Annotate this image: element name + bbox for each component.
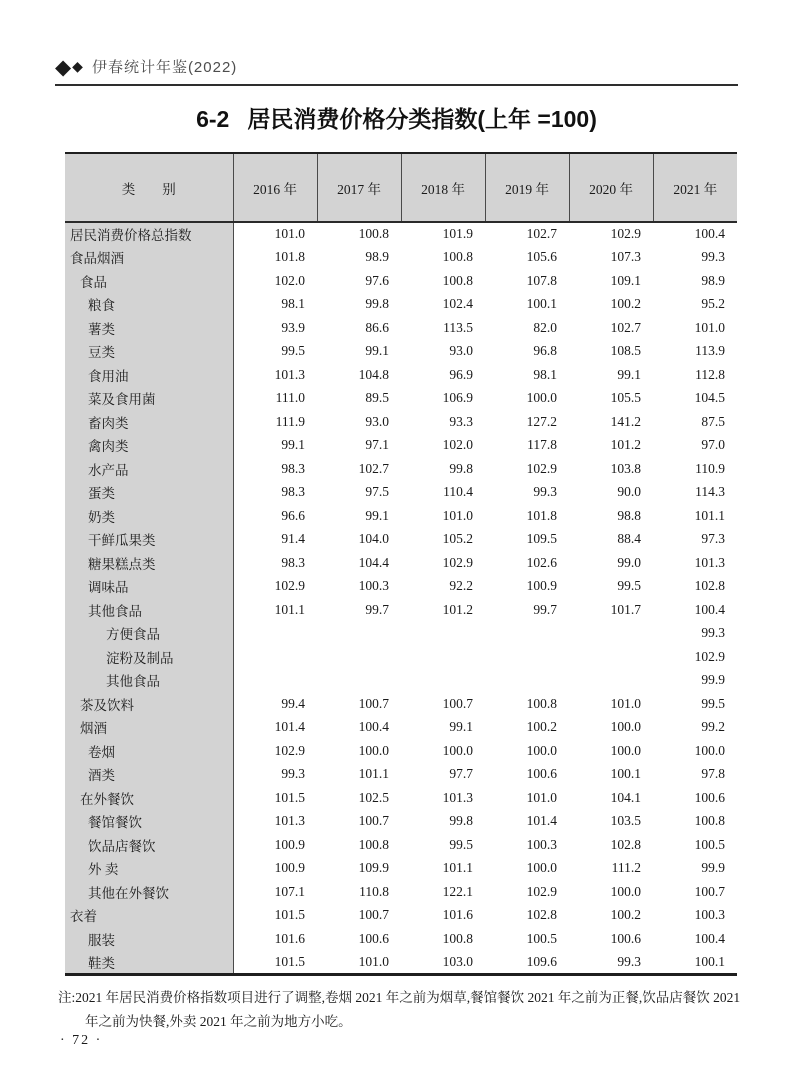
value-cell: 100.7 — [358, 813, 389, 829]
value-cell: 98.3 — [281, 484, 305, 500]
value-cell: 100.0 — [610, 719, 641, 735]
page-title — [0, 101, 793, 134]
value-cell: 100.9 — [526, 578, 557, 594]
value-cell: 102.5 — [358, 789, 389, 805]
year-header-cell: 2020 年 — [569, 153, 653, 222]
value-cell: 99.1 — [617, 366, 641, 382]
category-cell: 卷烟 — [65, 739, 233, 763]
value-cell: 98.3 — [281, 460, 305, 476]
value-cell: 93.9 — [281, 319, 305, 335]
value-cell: 108.5 — [610, 343, 641, 359]
value-cell: 101.7 — [610, 601, 641, 617]
value-cell: 100.4 — [694, 930, 725, 946]
value-cell: 99.4 — [281, 695, 305, 711]
value-cell: 100.8 — [694, 813, 725, 829]
table-row — [65, 340, 737, 364]
value-cell: 109.9 — [358, 860, 389, 876]
value-cell: 100.7 — [358, 695, 389, 711]
value-cell: 100.7 — [358, 907, 389, 923]
value-cell: 91.4 — [281, 531, 305, 547]
value-cell: 97.7 — [449, 766, 473, 782]
value-cell: 99.3 — [281, 766, 305, 782]
value-cell: 105.6 — [526, 249, 557, 265]
value-cell: 99.0 — [617, 554, 641, 570]
value-cell: 89.5 — [365, 390, 389, 406]
table-row — [65, 316, 737, 340]
year-header-cell: 2017 年 — [317, 153, 401, 222]
value-cell: 101.8 — [274, 249, 305, 265]
category-cell: 畜肉类 — [65, 410, 233, 434]
value-cell: 98.9 — [701, 272, 725, 288]
value-cell: 98.1 — [533, 366, 557, 382]
year-header-cell: 2019 年 — [485, 153, 569, 222]
value-cell: 100.6 — [610, 930, 641, 946]
table-row — [65, 434, 737, 458]
footnote: 注:2021 年居民消费价格指数项目进行了调整,卷烟 2021 年之前为烟草,餐馆餐饮 2021 年之前为正餐,饮品店餐饮 2021 年之前为快餐,外卖 2021 年之前为地方小吃。 — [58, 990, 741, 1030]
value-cell: 99.7 — [533, 601, 557, 617]
table-row — [65, 528, 737, 552]
value-cell: 101.5 — [274, 953, 305, 969]
value-cell: 111.0 — [275, 390, 305, 406]
value-cell: 111.2 — [611, 860, 641, 876]
value-cell: 102.0 — [274, 272, 305, 288]
value-cell: 104.4 — [358, 554, 389, 570]
value-cell: 107.8 — [526, 272, 557, 288]
table-row — [65, 951, 737, 975]
value-cell: 98.1 — [281, 296, 305, 312]
value-cell: 100.1 — [610, 766, 641, 782]
value-cell: 103.0 — [442, 953, 473, 969]
value-cell: 97.0 — [701, 437, 725, 453]
value-cell: 112.8 — [695, 366, 725, 382]
table-row — [65, 739, 737, 763]
category-cell: 酒类 — [65, 763, 233, 787]
value-cell: 102.9 — [526, 883, 557, 899]
value-cell: 96.6 — [281, 507, 305, 523]
table-row — [65, 293, 737, 317]
value-cell: 102.9 — [610, 226, 641, 242]
table-row — [65, 810, 737, 834]
value-cell: 82.0 — [533, 319, 557, 335]
year-header-cell: 2016 年 — [233, 153, 317, 222]
value-cell: 107.1 — [274, 883, 305, 899]
value-cell: 100.0 — [526, 860, 557, 876]
value-cell: 101.2 — [442, 601, 473, 617]
value-cell: 100.4 — [358, 719, 389, 735]
value-cell: 100.2 — [610, 907, 641, 923]
table-row — [65, 857, 737, 881]
value-cell: 109.6 — [526, 953, 557, 969]
value-cell: 100.0 — [526, 742, 557, 758]
value-cell: 100.8 — [526, 695, 557, 711]
value-cell: 102.9 — [526, 460, 557, 476]
value-cell: 101.3 — [274, 366, 305, 382]
value-cell — [485, 622, 569, 646]
value-cell: 99.3 — [533, 484, 557, 500]
value-cell — [233, 669, 317, 693]
value-cell: 98.8 — [617, 507, 641, 523]
value-cell: 104.8 — [358, 366, 389, 382]
value-cell: 114.3 — [695, 484, 725, 500]
value-cell: 100.6 — [694, 789, 725, 805]
value-cell: 102.8 — [610, 836, 641, 852]
value-cell: 104.0 — [358, 531, 389, 547]
value-cell — [401, 622, 485, 646]
value-cell: 100.0 — [610, 883, 641, 899]
table-row — [65, 457, 737, 481]
value-cell: 98.9 — [365, 249, 389, 265]
value-cell: 113.5 — [443, 319, 473, 335]
value-cell: 97.8 — [701, 766, 725, 782]
value-cell: 103.8 — [610, 460, 641, 476]
value-cell: 87.5 — [701, 413, 725, 429]
table-row — [65, 504, 737, 528]
value-cell — [317, 645, 401, 669]
value-cell: 97.5 — [365, 484, 389, 500]
category-cell: 饮品店餐饮 — [65, 833, 233, 857]
category-cell: 其他食品 — [65, 669, 233, 693]
value-cell: 101.6 — [442, 907, 473, 923]
value-cell: 99.5 — [617, 578, 641, 594]
value-cell: 110.4 — [443, 484, 473, 500]
value-cell: 99.1 — [365, 507, 389, 523]
category-cell: 外 卖 — [65, 857, 233, 881]
value-cell — [569, 622, 653, 646]
value-cell: 100.1 — [694, 953, 725, 969]
value-cell: 98.3 — [281, 554, 305, 570]
value-cell: 100.5 — [526, 930, 557, 946]
value-cell: 100.8 — [358, 836, 389, 852]
value-cell: 101.6 — [274, 930, 305, 946]
table-row — [65, 692, 737, 716]
value-cell: 100.6 — [358, 930, 389, 946]
value-cell: 100.3 — [526, 836, 557, 852]
value-cell: 101.3 — [442, 789, 473, 805]
value-cell: 86.6 — [365, 319, 389, 335]
category-cell: 餐馆餐饮 — [65, 810, 233, 834]
category-cell: 禽肉类 — [65, 434, 233, 458]
table-row — [65, 575, 737, 599]
table-number: 6-2 — [196, 106, 230, 132]
value-cell: 102.4 — [442, 296, 473, 312]
table-row — [65, 363, 737, 387]
category-cell: 糖果糕点类 — [65, 551, 233, 575]
table-row — [65, 786, 737, 810]
category-cell: 食用油 — [65, 363, 233, 387]
value-cell: 99.9 — [701, 672, 725, 688]
value-cell: 110.9 — [695, 460, 725, 476]
table-row — [65, 880, 737, 904]
value-cell: 95.2 — [701, 296, 725, 312]
category-cell: 薯类 — [65, 316, 233, 340]
value-cell: 100.3 — [358, 578, 389, 594]
value-cell: 100.0 — [442, 742, 473, 758]
value-cell — [401, 669, 485, 693]
category-cell: 烟酒 — [65, 716, 233, 740]
value-cell: 99.2 — [701, 719, 725, 735]
value-cell: 101.4 — [274, 719, 305, 735]
table-row — [65, 669, 737, 693]
value-cell — [401, 645, 485, 669]
value-cell: 101.5 — [274, 907, 305, 923]
value-cell: 109.5 — [526, 531, 557, 547]
value-cell: 102.9 — [274, 742, 305, 758]
value-cell: 90.0 — [617, 484, 641, 500]
category-cell: 食品烟酒 — [65, 246, 233, 270]
value-cell: 111.9 — [275, 413, 305, 429]
value-cell: 102.0 — [442, 437, 473, 453]
year-header-cell: 2018 年 — [401, 153, 485, 222]
category-cell: 在外餐饮 — [65, 786, 233, 810]
value-cell: 99.8 — [449, 460, 473, 476]
value-cell — [233, 622, 317, 646]
value-cell: 101.1 — [274, 601, 305, 617]
value-cell: 101.2 — [610, 437, 641, 453]
category-cell: 服装 — [65, 927, 233, 951]
value-cell — [317, 622, 401, 646]
category-cell: 衣着 — [65, 904, 233, 928]
table-row — [65, 763, 737, 787]
running-head — [55, 56, 738, 86]
category-cell: 方便食品 — [65, 622, 233, 646]
table-row — [65, 246, 737, 270]
value-cell: 99.3 — [617, 953, 641, 969]
value-cell: 100.8 — [442, 249, 473, 265]
value-cell: 99.1 — [449, 719, 473, 735]
category-cell: 水产品 — [65, 457, 233, 481]
value-cell: 101.0 — [442, 507, 473, 523]
table-row — [65, 481, 737, 505]
value-cell: 100.8 — [358, 226, 389, 242]
value-cell: 100.1 — [526, 296, 557, 312]
category-cell: 粮食 — [65, 293, 233, 317]
value-cell: 100.4 — [694, 226, 725, 242]
category-cell: 干鲜瓜果类 — [65, 528, 233, 552]
value-cell: 101.0 — [358, 953, 389, 969]
value-cell: 100.0 — [526, 390, 557, 406]
value-cell: 101.3 — [274, 813, 305, 829]
value-cell: 100.0 — [610, 742, 641, 758]
value-cell: 117.8 — [527, 437, 557, 453]
value-cell: 99.5 — [281, 343, 305, 359]
value-cell: 113.9 — [695, 343, 725, 359]
value-cell: 102.9 — [694, 648, 725, 664]
value-cell: 105.2 — [442, 531, 473, 547]
value-cell: 99.5 — [701, 695, 725, 711]
value-cell: 101.5 — [274, 789, 305, 805]
table-row — [65, 269, 737, 293]
table-title-text: 居民消费价格分类指数(上年 =100) — [247, 106, 597, 132]
value-cell: 101.1 — [694, 507, 725, 523]
value-cell: 100.7 — [694, 883, 725, 899]
value-cell: 104.1 — [610, 789, 641, 805]
value-cell: 100.5 — [694, 836, 725, 852]
value-cell: 102.7 — [526, 226, 557, 242]
value-cell: 99.1 — [281, 437, 305, 453]
table-row — [65, 904, 737, 928]
table-row — [65, 645, 737, 669]
value-cell — [485, 645, 569, 669]
value-cell: 127.2 — [526, 413, 557, 429]
value-cell: 101.1 — [358, 766, 389, 782]
category-cell: 食品 — [65, 269, 233, 293]
value-cell: 101.0 — [694, 319, 725, 335]
value-cell: 96.8 — [533, 343, 557, 359]
value-cell: 99.1 — [365, 343, 389, 359]
value-cell: 101.9 — [442, 226, 473, 242]
category-cell: 鞋类 — [65, 951, 233, 975]
category-header-cell: 类 别 — [65, 153, 233, 222]
value-cell: 92.2 — [449, 578, 473, 594]
value-cell: 100.2 — [610, 296, 641, 312]
value-cell: 101.0 — [526, 789, 557, 805]
table-header-row — [65, 153, 737, 222]
value-cell: 102.7 — [610, 319, 641, 335]
table-body — [65, 222, 737, 974]
table-row — [65, 410, 737, 434]
table-row — [65, 387, 737, 411]
value-cell: 103.5 — [610, 813, 641, 829]
value-cell: 100.8 — [442, 272, 473, 288]
value-cell: 97.3 — [701, 531, 725, 547]
value-cell: 104.5 — [694, 390, 725, 406]
value-cell: 101.3 — [694, 554, 725, 570]
value-cell — [233, 645, 317, 669]
value-cell: 100.6 — [526, 766, 557, 782]
category-cell: 菜及食用菌 — [65, 387, 233, 411]
diamond-icon: ◆ — [72, 58, 83, 75]
value-cell — [317, 669, 401, 693]
value-cell: 106.9 — [442, 390, 473, 406]
value-cell: 100.0 — [358, 742, 389, 758]
table-row — [65, 716, 737, 740]
category-cell: 其他在外餐饮 — [65, 880, 233, 904]
value-cell: 102.7 — [358, 460, 389, 476]
value-cell: 102.9 — [442, 554, 473, 570]
value-cell: 100.7 — [442, 695, 473, 711]
value-cell: 100.3 — [694, 907, 725, 923]
value-cell: 122.1 — [442, 883, 473, 899]
value-cell: 100.2 — [526, 719, 557, 735]
value-cell: 107.3 — [610, 249, 641, 265]
value-cell: 99.8 — [449, 813, 473, 829]
table-row — [65, 222, 737, 246]
category-cell: 居民消费价格总指数 — [65, 222, 233, 246]
category-cell: 豆类 — [65, 340, 233, 364]
value-cell: 93.3 — [449, 413, 473, 429]
value-cell: 99.3 — [701, 249, 725, 265]
value-cell — [485, 669, 569, 693]
yearbook-title: 伊春统计年鉴(2022) — [91, 59, 238, 76]
value-cell: 97.6 — [365, 272, 389, 288]
value-cell: 102.6 — [526, 554, 557, 570]
table-row — [65, 927, 737, 951]
table-row — [65, 598, 737, 622]
value-cell — [569, 669, 653, 693]
value-cell: 102.8 — [526, 907, 557, 923]
value-cell: 93.0 — [449, 343, 473, 359]
cpi-table — [65, 152, 737, 976]
value-cell: 96.9 — [449, 366, 473, 382]
year-header-cell: 2021 年 — [653, 153, 737, 222]
page-number: · 72 · — [60, 1033, 103, 1048]
value-cell: 100.0 — [694, 742, 725, 758]
value-cell: 99.7 — [365, 601, 389, 617]
value-cell: 99.9 — [701, 860, 725, 876]
value-cell: 100.4 — [694, 601, 725, 617]
value-cell: 100.9 — [274, 836, 305, 852]
value-cell: 105.5 — [610, 390, 641, 406]
value-cell: 102.9 — [274, 578, 305, 594]
value-cell: 101.4 — [526, 813, 557, 829]
value-cell: 102.8 — [694, 578, 725, 594]
value-cell: 110.8 — [359, 883, 389, 899]
value-cell: 100.9 — [274, 860, 305, 876]
value-cell: 101.0 — [610, 695, 641, 711]
value-cell: 99.8 — [365, 296, 389, 312]
category-cell: 其他食品 — [65, 598, 233, 622]
category-cell: 淀粉及制品 — [65, 645, 233, 669]
value-cell: 99.3 — [701, 625, 725, 641]
category-cell: 茶及饮料 — [65, 692, 233, 716]
value-cell — [569, 645, 653, 669]
value-cell: 100.8 — [442, 930, 473, 946]
value-cell: 97.1 — [365, 437, 389, 453]
value-cell: 99.5 — [449, 836, 473, 852]
value-cell: 93.0 — [365, 413, 389, 429]
value-cell: 101.8 — [526, 507, 557, 523]
table-row — [65, 551, 737, 575]
value-cell: 101.0 — [274, 226, 305, 242]
category-cell: 奶类 — [65, 504, 233, 528]
value-cell: 141.2 — [610, 413, 641, 429]
value-cell: 101.1 — [442, 860, 473, 876]
table-row — [65, 833, 737, 857]
table-row — [65, 622, 737, 646]
value-cell: 109.1 — [610, 272, 641, 288]
value-cell: 88.4 — [617, 531, 641, 547]
category-cell: 调味品 — [65, 575, 233, 599]
category-cell: 蛋类 — [65, 481, 233, 505]
diamond-icon: ◆ — [55, 54, 72, 79]
